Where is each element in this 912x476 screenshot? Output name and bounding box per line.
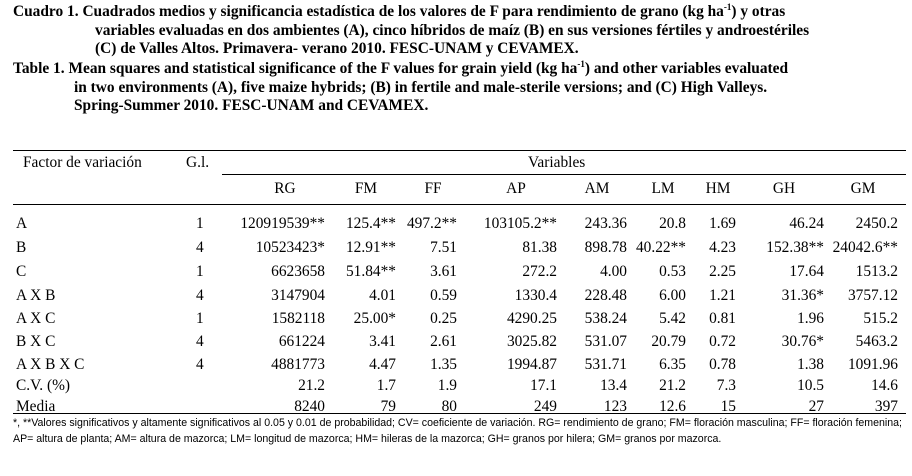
table-cell: 14.6 (871, 377, 898, 394)
table-cell: 20.8 (659, 215, 686, 232)
table-cell: 1.21 (709, 287, 736, 304)
row-factor: Media (16, 398, 56, 415)
table-cell: 7.3 (716, 377, 736, 394)
table-cell: 531.71 (584, 356, 627, 373)
row-gl: 4 (196, 356, 204, 373)
table-cell: 0.81 (709, 310, 736, 327)
row-gl: 1 (196, 215, 204, 232)
header-bottom-rule (13, 204, 906, 205)
caption-es-line3: (C) de Valles Altos. Primavera- verano 2010. FESC-UNAM y CEVAMEX. (95, 40, 579, 58)
table-cell: 15 (720, 398, 736, 415)
table-cell: 10523423* (255, 239, 325, 256)
caption-en-line3: Spring-Summer 2010. FESC-UNAM and CEVAMEX. (74, 97, 429, 115)
table-cell: 123 (603, 398, 627, 415)
table-cell: 7.51 (430, 239, 457, 256)
table-cell: 17.64 (789, 263, 824, 280)
column-header: AP (506, 180, 526, 197)
table-cell: 397 (874, 398, 898, 415)
table-cell: 3025.82 (506, 333, 557, 350)
table-cell: 1330.4 (514, 287, 557, 304)
table-cell: 1.9 (437, 377, 457, 394)
table-cell: 0.72 (709, 333, 736, 350)
row-gl: 1 (196, 310, 204, 327)
table-cell: 0.78 (709, 356, 736, 373)
table-cell: 103105.2** (483, 215, 557, 232)
table-cell: 5463.2 (855, 333, 898, 350)
table-cell: 898.78 (584, 239, 627, 256)
table-cell: 6.35 (659, 356, 686, 373)
table-cell: 2.25 (709, 263, 736, 280)
table-cell: 51.84** (345, 263, 396, 280)
row-gl: 1 (196, 263, 204, 280)
caption-en-label: Table 1. (13, 60, 65, 77)
table-cell: 2.61 (430, 333, 457, 350)
table-cell: 243.36 (584, 215, 627, 232)
footnote: *, **Valores significativos y altamente significativos al 0.05 y 0.01 de probabilidad; CV= coeficiente de variación. RG= rendimiento de grano; FM= floración masculina; FF= floración femenina; AP= altura de planta; AM= altura de mazorca; LM= longitud de mazorca; HM= hileras de la mazorca; GH= granos por hilera; GM= granos por mazorca. (13, 417, 902, 445)
table-cell: 25.00* (353, 310, 396, 327)
table-cell: 1.7 (376, 377, 396, 394)
table-cell: 4.47 (369, 356, 396, 373)
table-cell: 4.23 (709, 239, 736, 256)
table-cell: 40.22** (635, 239, 686, 256)
caption-es-superscript: -1 (723, 1, 732, 12)
table-cell: 27 (808, 398, 824, 415)
row-gl: 4 (196, 287, 204, 304)
table-cell: 2450.2 (855, 215, 898, 232)
table-cell: 1994.87 (506, 356, 557, 373)
caption-english (13, 60, 903, 116)
row-factor: A X B (16, 287, 56, 304)
variables-underline (222, 174, 906, 175)
header-factor: Factor de variación (23, 154, 142, 171)
table-cell: 531.07 (584, 333, 627, 350)
caption-es-line1-end: ) y otras (731, 3, 786, 20)
caption-en-line1-end: ) and other variables evaluated (584, 60, 789, 77)
table-cell: 46.24 (789, 215, 824, 232)
table-cell: 4290.25 (506, 310, 557, 327)
caption-en-line1: Mean squares and statistical significance of the F values for grain yield (kg ha (68, 60, 578, 77)
table-cell: 1513.2 (855, 263, 898, 280)
header-gl: G.l. (186, 154, 210, 171)
table-cell: 152.38** (766, 239, 824, 256)
table-cell: 228.48 (584, 287, 627, 304)
table-top-rule (13, 150, 906, 151)
caption-es-label: Cuadro 1. (13, 3, 79, 20)
table-cell: 1091.96 (847, 356, 898, 373)
row-factor: A (16, 215, 28, 232)
table-cell: 4.00 (600, 263, 627, 280)
caption-es-line1: Cuadrados medios y significancia estadística de los valores de F para rendimiento de grano (kg ha (82, 3, 724, 20)
table-cell: 0.25 (430, 310, 457, 327)
column-header: FM (354, 180, 378, 197)
table-cell: 1582118 (271, 310, 325, 327)
table-cell: 21.2 (659, 377, 686, 394)
column-header: AM (584, 180, 610, 197)
table-cell: 5.42 (659, 310, 686, 327)
row-gl: 4 (196, 333, 204, 350)
table-cell: 4.01 (369, 287, 396, 304)
table-cell: 249 (533, 398, 557, 415)
column-header: RG (274, 180, 296, 197)
table-cell: 3.61 (430, 263, 457, 280)
row-factor: A X B X C (16, 356, 85, 373)
table-cell: 79 (380, 398, 396, 415)
row-factor: C (16, 263, 27, 280)
row-factor: B X C (16, 333, 56, 350)
table-cell: 497.2** (406, 215, 457, 232)
table-cell: 515.2 (863, 310, 898, 327)
table-cell: 17.1 (530, 377, 557, 394)
header-variables: Variables (528, 154, 586, 171)
table-cell: 0.53 (659, 263, 686, 280)
table-cell: 10.5 (797, 377, 824, 394)
table-cell: 8240 (294, 398, 325, 415)
table-cell: 4881773 (271, 356, 325, 373)
table-cell: 1.35 (430, 356, 457, 373)
column-header: GM (850, 180, 876, 197)
table-cell: 6.00 (659, 287, 686, 304)
table-cell: 80 (441, 398, 457, 415)
table-cell: 1.96 (797, 310, 824, 327)
table-cell: 0.59 (430, 287, 457, 304)
table-cell: 538.24 (584, 310, 627, 327)
table-cell: 1.69 (709, 215, 736, 232)
table-cell: 6623658 (271, 263, 325, 280)
table-cell: 30.76* (781, 333, 824, 350)
row-factor: A X C (16, 310, 56, 327)
table-cell: 125.4** (345, 215, 396, 232)
table-cell: 24042.6** (832, 239, 898, 256)
caption-spanish (13, 3, 903, 59)
column-header: GH (772, 180, 796, 197)
table-cell: 1.38 (797, 356, 824, 373)
table-cell: 21.2 (298, 377, 325, 394)
table-cell: 12.6 (659, 398, 686, 415)
caption-es-line2: variables evaluadas en dos ambientes (A), cinco híbridos de maíz (B) en sus versiones fértiles y androestériles (95, 21, 810, 39)
caption-en-line2: in two environments (A), five maize hybrids; (B) in fertile and male-sterile versions; and (C) High Valleys. (74, 78, 768, 96)
table-cell: 3.41 (369, 333, 396, 350)
row-factor: C.V. (%) (16, 377, 71, 394)
table-cell: 31.36* (781, 287, 824, 304)
table-cell: 272.2 (522, 263, 557, 280)
row-gl: 4 (196, 239, 204, 256)
caption-en-superscript: -1 (577, 58, 585, 69)
column-header: LM (651, 180, 675, 197)
table-cell: 3147904 (271, 287, 325, 304)
column-header: FF (424, 180, 442, 197)
table-cell: 3757.12 (847, 287, 898, 304)
table-cell: 20.79 (651, 333, 686, 350)
column-header: HM (705, 180, 731, 197)
table-cell: 120919539** (240, 215, 325, 232)
table-cell: 81.38 (522, 239, 557, 256)
table-cell: 12.91** (345, 239, 396, 256)
row-factor: B (16, 239, 27, 256)
table-cell: 13.4 (600, 377, 627, 394)
table-cell: 661224 (278, 333, 325, 350)
